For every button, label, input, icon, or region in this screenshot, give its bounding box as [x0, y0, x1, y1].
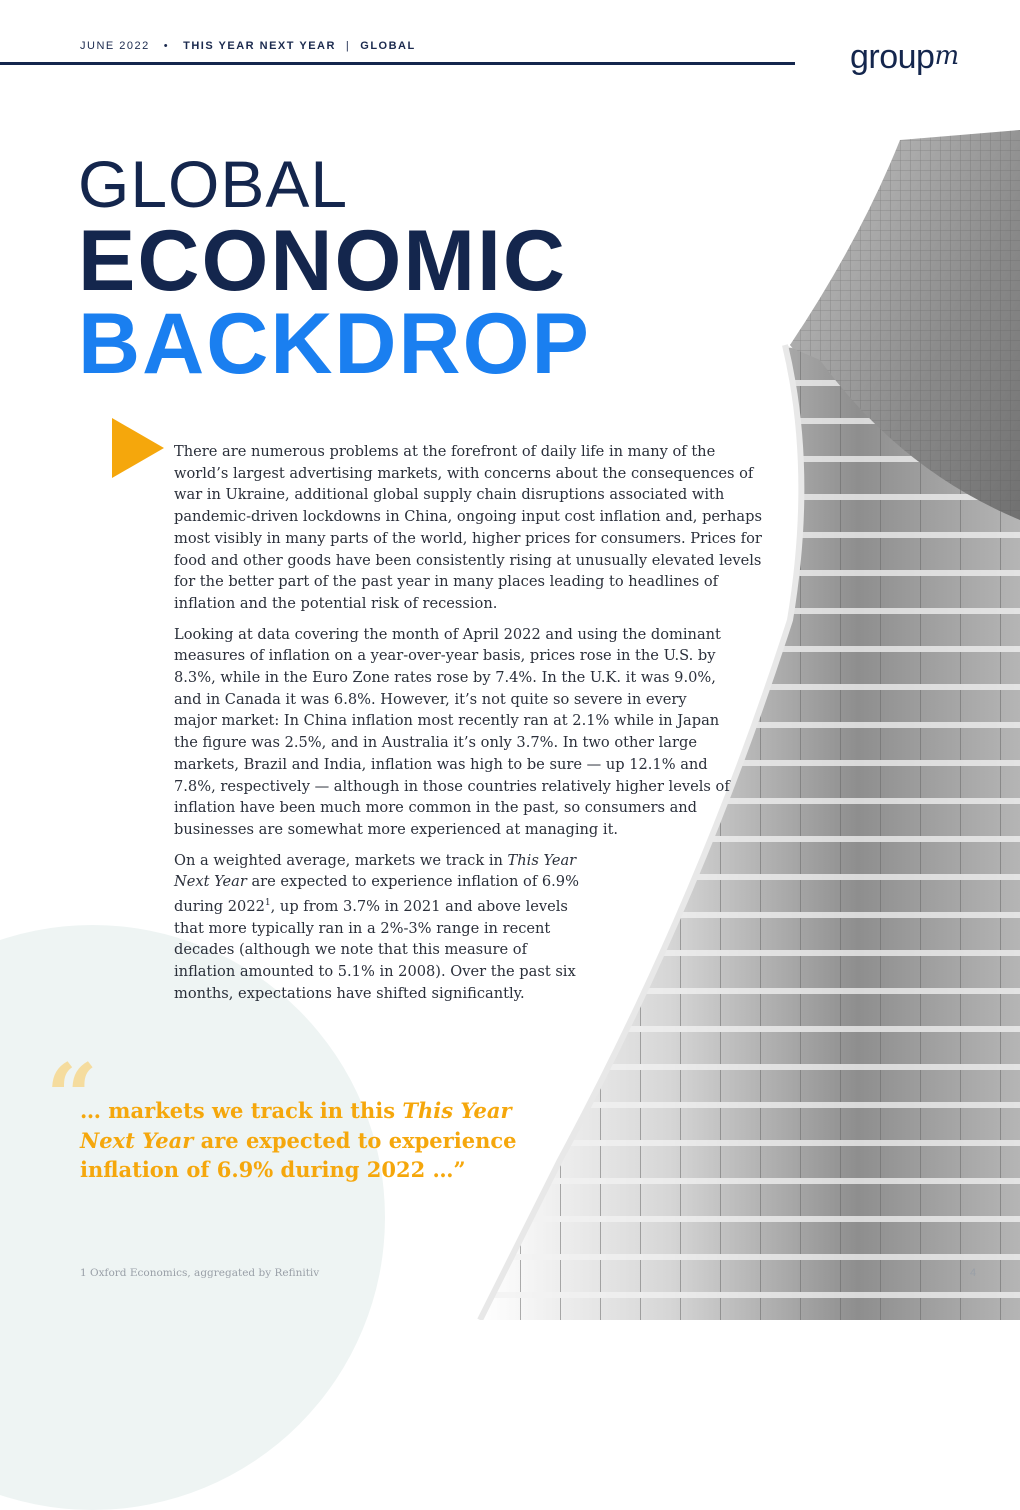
- footnote-ref: 1: [264, 898, 271, 909]
- page-header: [80, 40, 416, 52]
- footnote: 1 Oxford Economics, aggregated by Refinitiv: [80, 1267, 320, 1279]
- quote-mark-icon: “: [46, 1044, 98, 1150]
- header-date: JUNE 2022: [80, 40, 150, 52]
- groupm-logo: group$^m$: [850, 38, 959, 76]
- header-divider: |: [345, 40, 351, 52]
- header-separator: •: [163, 40, 170, 52]
- paragraph-3: On a weighted average, markets we track in This Year Next Year are expected to experience inflation of 6.9% during 2022$^1$, up from 3.7% in 2021 and above levels that more typically ran in a 2%-3% range in recent decades (although we note that this measure of inflation amounted to 5.1% in 2008). Over the past six months, expectations have shifted significantly.: [174, 851, 579, 1002]
- pull-quote: … markets we track in this This Year Next Year are expected to experience inflation of 6.9% during 2022 …”: [80, 1098, 517, 1182]
- article-body: [174, 441, 774, 1013]
- header-region: GLOBAL: [360, 40, 416, 52]
- paragraph-2: Looking at data covering the month of April 2022 and using the dominant measures of inflation on a year-over-year basis, prices rose in the U.S. by 8.3%, while in the Euro Zone rates rose by 7.4%. In the U.K. it was 9.0%, and in Canada it was 6.8%. However, it’s not quite so severe in every major market: In China inflation most recently ran at 2.1% while in Japan the figure was 2.5%, and in Australia it’s only 3.7%. In two other large markets, Brazil and India, inflation was high to be sure — up 12.1% and 7.8%, respectively — although in those countries relatively higher levels of inflation have been much more common in the past, so consumers and businesses are somewhat more experienced at managing it.: [174, 625, 730, 838]
- page-number: 4: [970, 1267, 977, 1279]
- title-line-1: GLOBAL: [78, 147, 349, 221]
- title-line-3: BACKDROP: [78, 296, 591, 392]
- header-publication: THIS YEAR NEXT YEAR: [183, 40, 336, 52]
- title-line-2: ECONOMIC: [78, 213, 567, 309]
- paragraph-1: There are numerous problems at the forefront of daily life in many of the world’s largest advertising markets, with concerns about the consequences of war in Ukraine, additional global supply chain disruptions associated with pandemic-driven lockdowns in China, ongoing input cost inflation and, perhaps most visibly in many parts of the world, higher prices for consumers. Prices for food and other goods have been consistently rising at unusually elevated levels for the better part of the past year in many places leading to headlines of inflation and the potential risk of recession.: [174, 443, 762, 612]
- play-arrow-icon: [112, 418, 164, 478]
- header-rule: [0, 62, 795, 65]
